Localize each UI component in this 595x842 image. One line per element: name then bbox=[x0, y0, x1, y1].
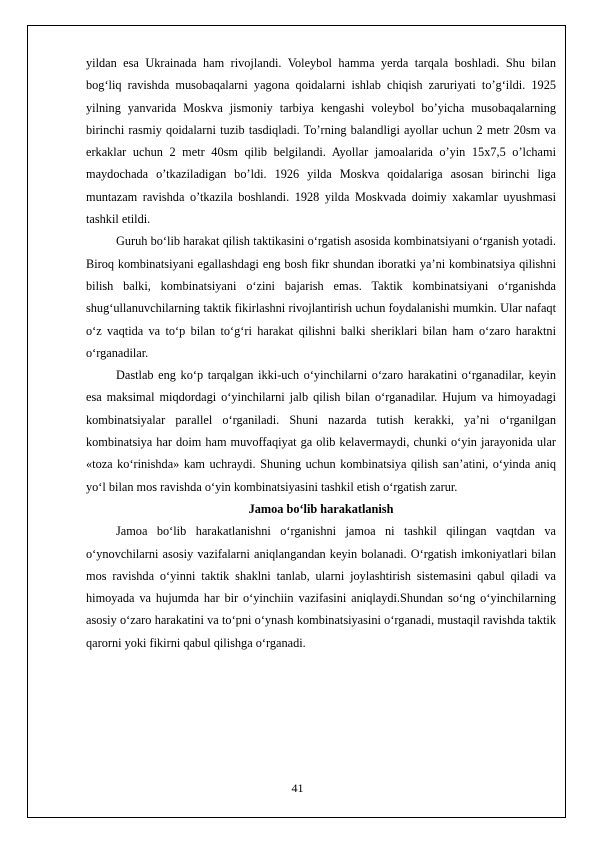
paragraph-history: yildan esa Ukrainada ham rivojlandi. Voleybol hamma yerda tarqala boshladi. Shu bilan bog‘liq ravishda musobaqalarni yagona qoidalarni ishlab chiqish zaruriyati to’g‘ildi. 1925 yilning yanvarida Moskva jismoniy tarbiya kengashi voleybol bo’yicha musobaqalarning birinchi rasmiy qoidalarni tuzib tasdiqladi. To’rning balandligi ayollar uchun 2 metr 20sm va erkaklar uchun 2 metr 40sm qilib belgilandi. Ayollar jamoalarida o’yin 15x7,5 o’lchami maydochada o’tkaziladigan bo’ldi. 1926 yilda Moskva qoidalariga asosan birinchi liga muntazam ravishda o’tkazila boshlandi. 1928 yilda Moskvada doimiy xakamlar uyushmasi tashkil etildi. bbox=[86, 56, 556, 227]
section-heading: Jamoa bo‘lib harakatlanish bbox=[248, 501, 394, 516]
page-number: 41 bbox=[291, 781, 304, 795]
paragraph-team-movement: Jamoa bo‘lib harakatlanishni o‘rganishni jamoa ni tashkil qilingan vaqtdan va o‘ynovchilarni asosiy vazifalarni aniqlangandan keyin bolanadi. O‘rgatish imkoniyatlari bilan mos ravishda o‘yinni taktik shaklni tanlab, ularni joylashtirish sistemasini qabul qiladi va himoyada va hujumda har bir o‘yinchiin vazifasini aniqlaydi.Shundan so‘ng o‘yinchilarning asosiy o‘zaro harakatini va to‘pni o‘ynash kombinatsiyasini o‘rganadi, mustaqil ravishda taktik qarorni yoki fikirni qabul qilishga o‘rganadi. bbox=[86, 524, 556, 650]
paragraph-player-interaction: Dastlab eng ko‘p tarqalgan ikki-uch o‘yinchilarni o‘zaro harakatini o‘rganadilar, keyin esa maksimal miqdordagi o‘yinchilarni jalb qilish bilan o‘rganadilar. Hujum va himoyadagi kombinatsiyalar parallel o‘rganiladi. Shuni nazarda tutish kerakki, ya’ni o‘rganilgan kombinatsiya har doim ham muvoffaqiyat ga olib kelavermaydi, chunki o‘yin jarayonida ular «toza ko‘rinishda» kam uchraydi. Shuning uchun kombinatsiya qilish san’atini, o‘yinda aniq yo‘l bilan mos ravishda o‘yin kombinatsiyasini tashkil etish o‘rgatish zarur. bbox=[86, 368, 556, 494]
paragraph-group-tactics: Guruh bo‘lib harakat qilish taktikasini o‘rgatish asosida kombinatsiyani o‘rganish yotadi. Biroq kombinatsiyani egallashdagi eng bosh fikr shundan iboratki ya’ni kombinatsiya qilishni bilish balki, kombinatsiyani o‘zini bajarish emas. Taktik kombinatsiyani o‘rganishda shug‘ullanuvchilarning taktik fikirlashni rivojlantirish uchun foydalanishi mumkin. Ular nafaqt o‘z vaqtida va to‘p bilan to‘g‘ri harakat qilishni balki sheriklari bilan ham o‘zaro haraktni o‘rganadilar. bbox=[86, 234, 556, 360]
document-body bbox=[86, 52, 556, 654]
